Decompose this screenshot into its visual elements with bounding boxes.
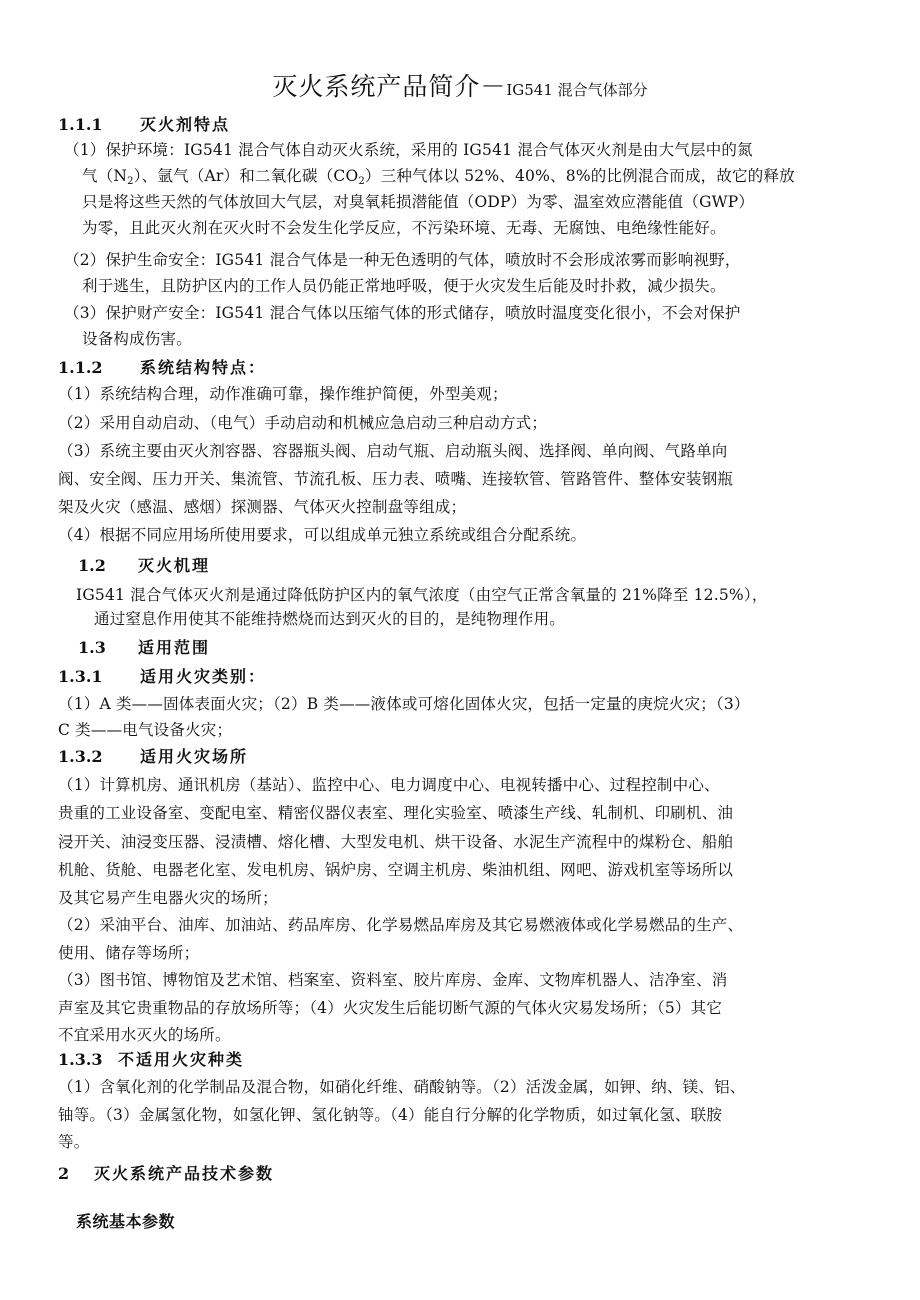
heading-text: 系统结构特点： — [140, 358, 267, 377]
heading-number: 1.1.1 — [58, 115, 103, 134]
para-line: 及其它易产生电器火灾的场所； — [58, 889, 278, 907]
para-line: （4）根据不同应用场所使用要求，可以组成单元独立系统或组合分配系统。 — [58, 526, 587, 544]
para-line: 贵重的工业设备室、变配电室、精密仪器仪表室、理化实验室、喷漆生产线、轧制机、印刷机、油 — [58, 804, 734, 822]
para-line: 设备构成伤害。 — [82, 330, 192, 348]
para-line: （1）A 类——固体表面火灾；（2）B 类——液体或可熔化固体火灾，包括一定量的庚烷火灾；（3） — [58, 695, 750, 713]
heading-number: 2 — [58, 1164, 70, 1183]
para-line: （1）系统结构合理，动作准确可靠，操作维护简便，外型美观； — [58, 385, 508, 403]
heading-2 — [58, 1162, 274, 1186]
heading-number: 1.3.2 — [58, 747, 103, 766]
para-line: （2）采用自动启动、（电气）手动启动和机械应急启动三种启动方式； — [58, 414, 548, 432]
heading-1-3-2 — [58, 745, 248, 769]
para-line: 声室及其它贵重物品的存放场所等；（4）火灾发生后能切断气源的气体火灾易发场所；（5）其它 — [58, 999, 723, 1017]
para-line: （2）保护生命安全：IG541 混合气体是一种无色透明的气体，喷放时不会形成浓雾而影响视野， — [64, 251, 741, 269]
heading-text: 不适用火灾种类 — [118, 1050, 245, 1069]
para-line: （1）计算机房、通讯机房（基站）、监控中心、电力调度中心、电视转播中心、过程控制中心、 — [58, 776, 720, 794]
para-line: （1）含氧化剂的化学制品及混合物，如硝化纤维、硝酸钠等。（2）活泼金属，如钾、纳、镁、铝、 — [58, 1078, 746, 1096]
title-sub: IG541 混合气体部分 — [506, 81, 648, 99]
para-line: C 类——电气设备火灾； — [58, 721, 233, 739]
para-line: 气$(N_2)$、氩气（Ar）和二氧化碳$(CO_2)$三种气体以 52%、40%、8%的比例混合而成，故它的释放 — [82, 167, 795, 187]
para-line: （1）保护环境：IG541 混合气体自动灭火系统，采用的 IG541 混合气体灭火剂是由大气层中的氮 — [64, 141, 753, 159]
para-line: 铀等。（3）金属氢化物，如氢化钾、氢化钠等。（4）能自行分解的化学物质，如过氧化氢、联胺 — [58, 1106, 723, 1124]
sub-heading: 系统基本参数 — [76, 1212, 176, 1231]
para-line: 等。 — [58, 1133, 90, 1151]
para-line: （3）系统主要由灭火剂容器、容器瓶头阀、启动气瓶、启动瓶头阀、选择阀、单向阀、气路单向 — [58, 442, 728, 460]
heading-text: 适用火灾场所 — [140, 747, 249, 766]
title-main: 灭火系统产品简介－ — [272, 72, 507, 101]
heading-1-2 — [78, 554, 210, 578]
para-line: （2）采油平台、油库、加油站、药品库房、化学易燃品库房及其它易燃液体或化学易燃品的生产、 — [58, 916, 744, 934]
para-line: 架及火灾（感温、感烟）探测器、气体灭火控制盘等组成； — [58, 498, 467, 516]
para-line: IG541 混合气体灭火剂是通过降低防护区内的氧气浓度（由空气正常含氧量的 21%降至 12.5%）， — [76, 586, 768, 604]
para-line: 为零，且此灭火剂在灭火时不会发生化学反应，不污染环境、无毒、无腐蚀、电绝缘性能好。 — [82, 219, 726, 237]
heading-text: 适用火灾类别： — [140, 667, 267, 686]
para-line: 不宜采用水灭火的场所。 — [58, 1026, 231, 1044]
para-line: 浸开关、油浸变压器、浸渍槽、熔化槽、大型发电机、烘干设备、水泥生产流程中的煤粉仓、船舶 — [58, 833, 734, 851]
heading-number: 1.3 — [78, 638, 106, 657]
heading-1-3-1 — [58, 665, 266, 689]
heading-text: 适用范围 — [138, 638, 211, 657]
heading-text: 灭火系统产品技术参数 — [94, 1164, 275, 1183]
page-title — [0, 70, 920, 107]
para-line: （3）图书馆、博物馆及艺术馆、档案室、资料室、胶片库房、金库、文物库机器人、洁净室、消 — [58, 971, 728, 989]
heading-1-3-3 — [58, 1048, 244, 1072]
para-line: （3）保护财产安全：IG541 混合气体以压缩气体的形式储存，喷放时温度变化很小，不会对保护 — [64, 304, 741, 322]
para-line: 机舱、货舱、电器老化室、发电机房、锅炉房、空调主机房、柴油机组、网吧、游戏机室等场所以 — [58, 861, 734, 879]
heading-number: 1.3.3 — [58, 1050, 103, 1069]
para-line: 利于逃生，且防护区内的工作人员仍能正常地呼吸，便于火灾发生后能及时扑救，减少损失。 — [82, 277, 726, 295]
heading-1-3 — [78, 636, 210, 660]
para-line: 阀、安全阀、压力开关、集流管、节流孔板、压力表、喷嘴、连接软管、管路管件、整体安装钢瓶 — [58, 470, 734, 488]
heading-1-1-2 — [58, 356, 266, 380]
para-line: 使用、储存等场所； — [58, 944, 200, 962]
heading-text: 灭火剂特点 — [140, 115, 231, 134]
heading-number: 1.3.1 — [58, 667, 103, 686]
para-line: 通过窒息作用使其不能维持燃烧而达到灭火的目的，是纯物理作用。 — [94, 610, 566, 628]
heading-1-1-1 — [58, 113, 230, 137]
para-line: 只是将这些天然的气体放回大气层，对臭氧耗损潜能值（ODP）为零、温室效应潜能值（GWP） — [82, 193, 755, 211]
heading-number: 1.2 — [78, 556, 106, 575]
heading-number: 1.1.2 — [58, 358, 103, 377]
heading-text: 灭火机理 — [138, 556, 211, 575]
